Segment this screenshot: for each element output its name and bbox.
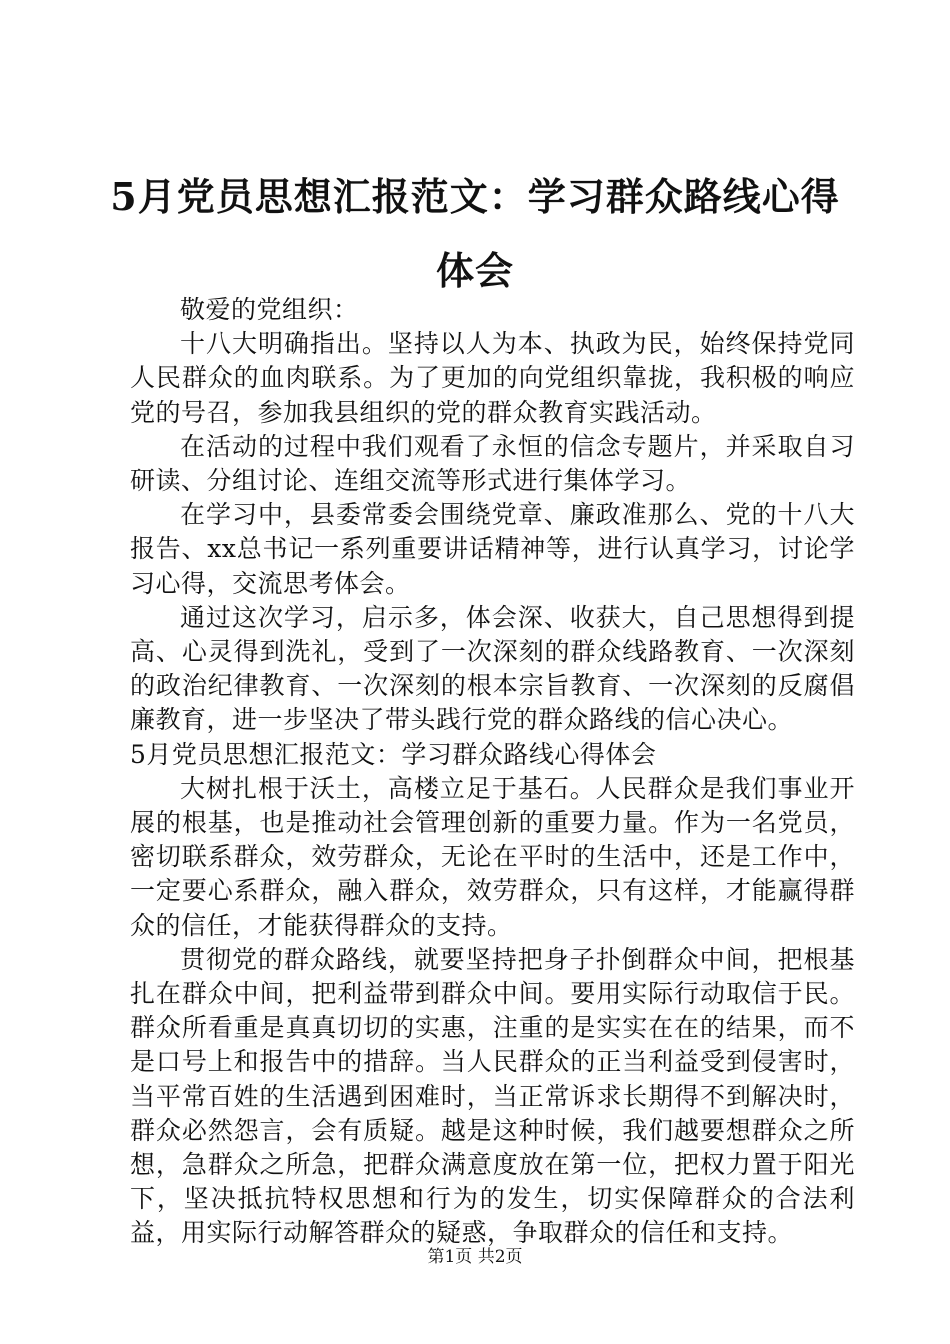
paragraph-2: 在活动的过程中我们观看了永恒的信念专题片，并采取自习研读、分组讨论、连组交流等形式进行集体学习。 <box>130 431 855 496</box>
paragraph-3: 在学习中，县委常委会围绕党章、廉政准那么、党的十八大报告、xx总书记一系列重要讲话精神等，进行认真学习，讨论学习心得，交流思考体会。 <box>130 500 855 598</box>
paragraph-6: 贯彻党的群众路线，就要坚持把身子扑倒群众中间，把根基扎在群众中间，把利益带到群众中间。要用实际行动取信于民。群众所看重是真真切切的实惠，注重的是实实在在的结果，而不是口号上和报告中的措辞。当人民群众的正当利益受到侵害时，当平常百姓的生活遇到困难时，当正常诉求长期得不到解决时，群众必然怨言，会有质疑。越是这种时候，我们越要想群众之所想，急群众之所急，把群众满意度放在第一位，把权力置于阳光下，坚决抵抗特权思想和行为的发生，切实保障群众的合法利益，用实际行动解答群众的疑惑，争取群众的信任和支持。 <box>130 944 855 1248</box>
page-footer: 第1页 共2页 <box>427 1247 523 1267</box>
document-title: 5月党员思想汇报范文：学习群众路线心得体会 <box>110 174 840 293</box>
paragraph-1: 十八大明确指出。坚持以人为本、执政为民，始终保持党同人民群众的血肉联系。为了更加的向党组织靠拢，我积极的响应党的号召，参加我县组织的党的群众教育实践活动。 <box>130 329 855 427</box>
document-body <box>130 293 855 1251</box>
section-subtitle: 5月党员思想汇报范文：学习群众路线心得体会 <box>130 739 657 769</box>
salutation: 敬爱的党组织： <box>180 295 359 324</box>
paragraph-4: 通过这次学习，启示多，体会深、收获大，自己思想得到提高、心灵得到洗礼，受到了一次深刻的群众线路教育、一次深刻的政治纪律教育、一次深刻的根本宗旨教育、一次深刻的反腐倡廉教育，进一步坚决了带头践行党的群众路线的信心决心。 <box>130 602 855 735</box>
paragraph-5: 大树扎根于沃土，高楼立足于基石。人民群众是我们事业开展的根基，也是推动社会管理创新的重要力量。作为一名党员，密切联系群众，效劳群众，无论在平时的生活中，还是工作中，一定要心系群众，融入群众，效劳群众，只有这样，才能赢得群众的信任，才能获得群众的支持。 <box>130 773 855 940</box>
